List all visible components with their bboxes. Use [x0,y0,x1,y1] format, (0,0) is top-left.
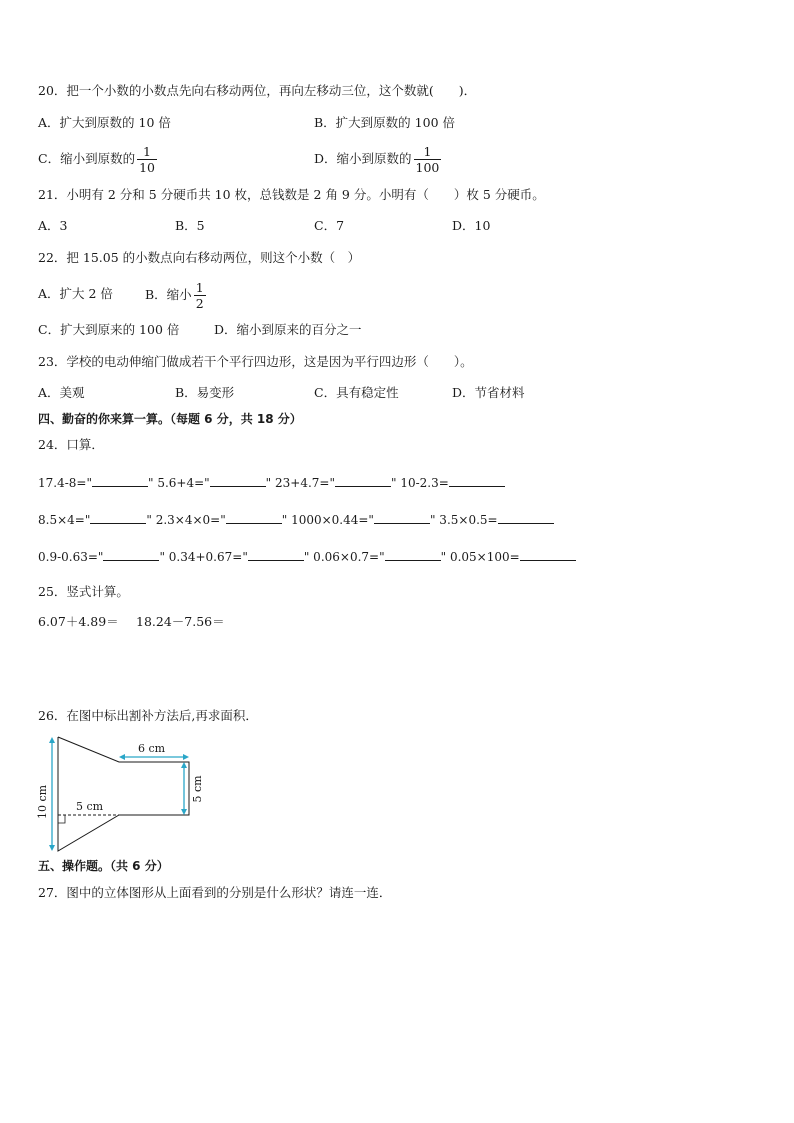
q23-option-c[interactable]: C．具有稳定性 [314,385,399,400]
q25-expression-2: 18.24－7.56＝ [136,614,225,629]
q20-option-d[interactable] [314,140,441,178]
q25-expression-1: 6.07＋4.89＝ [38,614,119,629]
label-inner: 5 cm [76,800,104,813]
label-left: 10 cm [36,784,49,820]
calc-expression: " 23+4.7=" [265,476,335,490]
q21-option-b[interactable]: B．5 [175,218,205,233]
calc-expression: " 0.06×0.7=" [303,550,385,564]
q22-option-b[interactable] [145,276,206,314]
calc-expression: " 0.05×100= [440,550,520,564]
calc-expression: " 2.3×4×0=" [146,513,226,527]
q20-stem: 20．把一个小数的小数点先向右移动两位，再向左移动三位，这个数就( )． [38,83,477,98]
q26-stem: 26．在图中标出割补方法后,再求面积． [38,708,258,723]
answer-blank[interactable] [449,474,505,487]
answer-blank[interactable] [92,474,148,487]
q21-option-c[interactable]: C．7 [314,218,345,233]
answer-blank[interactable] [374,511,430,524]
arrow-up-icon [49,737,55,743]
answer-blank[interactable] [210,474,266,487]
q22-option-c[interactable]: C．扩大到原来的 100 倍 [38,322,180,337]
q20-option-b[interactable]: B．扩大到原数的 100 倍 [314,115,455,130]
arrow-down-icon [181,809,187,815]
answer-blank[interactable] [248,548,304,561]
q24-row-3 [38,548,576,564]
calc-expression: 0.9-0.63=" [38,550,104,564]
section-4-heading: 四、勤奋的你来算一算。（每题 6 分，共 18 分） [38,412,302,426]
calc-expression: 17.4-8=" [38,476,92,490]
calc-expression: " 10-2.3= [391,476,449,490]
q20-option-a[interactable]: A．扩大到原数的 10 倍 [38,115,171,130]
fraction-numerator: 1 [195,280,204,295]
calc-expression: 8.5×4=" [38,513,91,527]
fraction-denominator: 2 [195,296,204,311]
q23-option-d[interactable]: D．节省材料 [452,385,525,400]
arrow-up-icon [181,762,187,768]
answer-blank[interactable] [520,548,576,561]
fraction-denominator: 10 [139,160,155,175]
q20-option-d-text: D．缩小到原数的 [314,151,412,166]
arrow-down-icon [49,845,55,851]
q22-option-d[interactable]: D．缩小到原来的百分之一 [214,322,362,337]
calc-expression: " 3.5×0.5= [429,513,498,527]
calc-expression: " 1000×0.44=" [281,513,374,527]
q20-option-c-fraction [137,144,157,175]
q27-stem: 27．图中的立体图形从上面看到的分别是什么形状？请连一连． [38,885,392,900]
answer-blank[interactable] [103,548,159,561]
q22-option-a[interactable]: A．扩大 2 倍 [38,286,113,301]
q22-option-b-fraction [194,280,206,311]
answer-blank[interactable] [90,511,146,524]
fraction-numerator: 1 [423,144,432,159]
answer-blank[interactable] [498,511,554,524]
answer-blank[interactable] [226,511,282,524]
q23-option-a[interactable]: A．美观 [38,385,85,400]
q21-option-a[interactable]: A．3 [38,218,68,233]
answer-blank[interactable] [385,548,441,561]
section-5-heading: 五、操作题。（共 6 分） [38,859,169,873]
label-top: 6 cm [138,742,166,755]
right-angle-mark [58,815,65,823]
arrow-right-icon [183,754,189,760]
q24-row-1 [38,474,505,490]
fraction-denominator: 100 [415,160,440,175]
fraction-numerator: 1 [143,144,151,159]
q20-option-c-text: C．缩小到原数的 [38,151,136,166]
q23-stem: 23．学校的电动伸缩门做成若干个平行四边形，这是因为平行四边形（ ）。 [38,354,473,369]
q21-option-d[interactable]: D．10 [452,218,491,233]
calc-expression: " 0.34+0.67=" [159,550,248,564]
q25-stem: 25．竖式计算。 [38,584,129,599]
figure-outline [58,737,189,851]
q20-option-c[interactable] [38,140,157,178]
q26-figure [34,730,234,855]
q22-option-b-text: B．缩小 [145,287,192,302]
q24-stem: 24．口算． [38,437,104,452]
q20-option-d-fraction [414,144,442,175]
answer-blank[interactable] [335,474,391,487]
q21-stem: 21．小明有 2 分和 5 分硬币共 10 枚，总钱数是 2 角 9 分。小明有（ ）枚 5 分硬币。 [38,187,545,202]
label-right: 5 cm [191,775,204,803]
q22-stem: 22．把 15.05 的小数点向右移动两位，则这个小数（ ） [38,250,361,265]
q23-option-b[interactable]: B．易变形 [175,385,235,400]
q24-row-2 [38,511,554,527]
calc-expression: " 5.6+4=" [147,476,210,490]
arrow-left-icon [119,754,125,760]
